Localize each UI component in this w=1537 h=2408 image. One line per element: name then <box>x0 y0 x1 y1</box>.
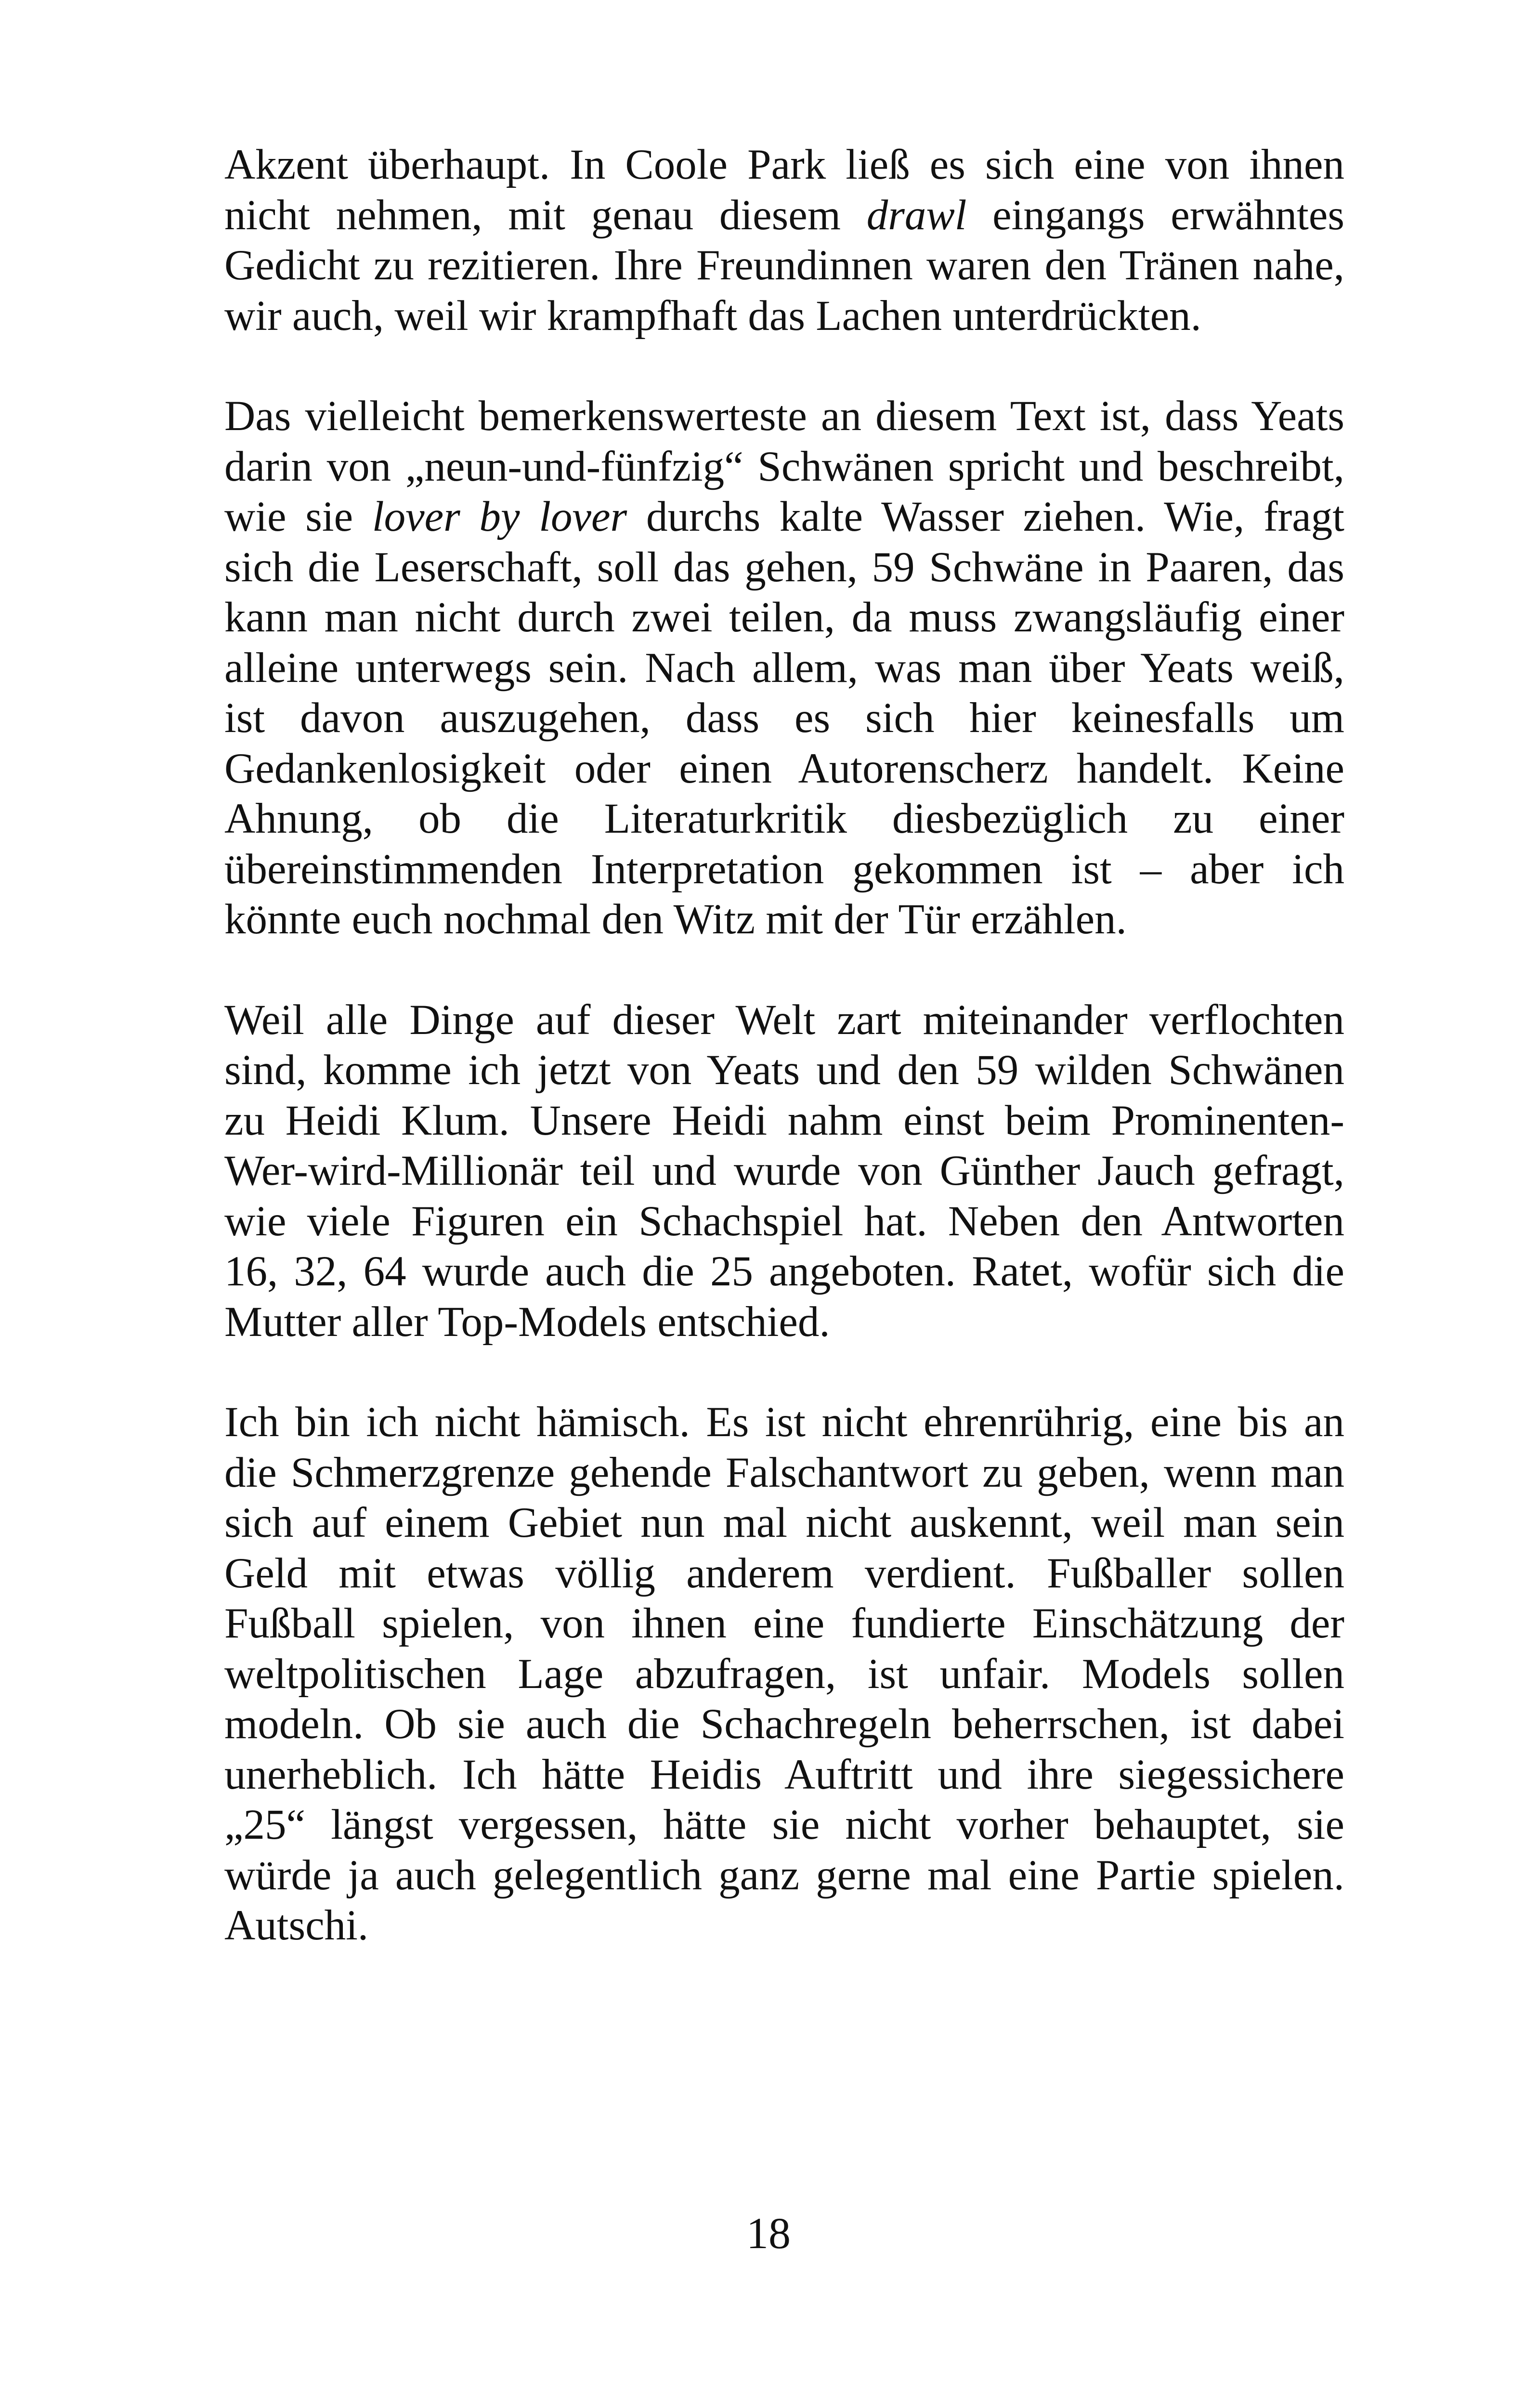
text-line <box>224 1448 1344 1498</box>
text-run: Autschi. <box>224 1902 369 1949</box>
text-line <box>224 1096 1344 1146</box>
text-run: Geld mit etwas völlig anderem verdient. Fußballer sollen <box>224 1549 1344 1597</box>
text-line <box>224 643 1344 694</box>
text-run: Das vielleicht bemerkenswerteste an diesem Text ist, dass Yeats <box>224 393 1344 440</box>
paragraph <box>224 995 1344 1348</box>
italic-run: drawl <box>866 191 967 239</box>
text-line <box>224 1900 1344 1951</box>
text-line <box>224 542 1344 593</box>
text-line <box>224 1045 1344 1096</box>
text-line <box>224 1297 1344 1348</box>
text-run: zu Heidi Klum. Unsere Heidi nahm einst beim Prominenten- <box>224 1097 1344 1144</box>
text-line <box>224 592 1344 643</box>
text-run: wie sie <box>224 493 372 540</box>
text-run: die Schmerzgrenze gehende Falschantwort zu geben, wenn man <box>224 1449 1344 1496</box>
text-run: wir auch, weil wir krampfhaft das Lachen unterdrückten. <box>224 292 1201 340</box>
text-line <box>224 794 1344 844</box>
text-run: 16, 32, 64 wurde auch die 25 angeboten. Ratet, wofür sich die <box>224 1248 1344 1295</box>
text-run: Mutter aller Top-Models entschied. <box>224 1298 830 1346</box>
text-run: Ich bin ich nicht hämisch. Es ist nicht ehrenrührig, eine bis an <box>224 1399 1344 1446</box>
text-run: kann man nicht durch zwei teilen, da muss zwangsläufig einer <box>224 594 1344 641</box>
text-line <box>224 1498 1344 1548</box>
text-run: Gedicht zu rezitieren. Ihre Freundinnen waren den Tränen nahe, <box>224 242 1344 289</box>
italic-run: lover by lover <box>372 493 627 540</box>
text-run: Wer-wird-Millionär teil und wurde von Günther Jauch gefragt, <box>224 1147 1344 1194</box>
text-run: darin von „neun-und-fünfzig“ Schwänen spricht und beschreibt, <box>224 443 1344 490</box>
text-line <box>224 291 1344 341</box>
text-line <box>224 995 1344 1046</box>
text-run: eingangs erwähntes <box>966 191 1344 239</box>
text-run: alleine unterwegs sein. Nach allem, was man über Yeats weiß, <box>224 644 1344 692</box>
text-line <box>224 1649 1344 1700</box>
text-run: weltpolitischen Lage abzufragen, ist unfair. Models sollen <box>224 1650 1344 1698</box>
text-run: modeln. Ob sie auch die Schachregeln beherrschen, ist dabei <box>224 1701 1344 1748</box>
text-run: Weil alle Dinge auf dieser Welt zart miteinander verflochten <box>224 996 1344 1044</box>
text-line <box>224 391 1344 442</box>
text-run: sind, komme ich jetzt von Yeats und den 59 wilden Schwänen <box>224 1047 1344 1094</box>
text-run: sich die Leserschaft, soll das gehen, 59 Schwäne in Paaren, das <box>224 543 1344 591</box>
text-run: Fußball spielen, von ihnen eine fundierte Einschätzung der <box>224 1600 1344 1647</box>
text-run: übereinstimmenden Interpretation gekommen ist – aber ich <box>224 845 1344 893</box>
text-run: Akzent überhaupt. In Coole Park ließ es sich eine von ihnen <box>224 141 1344 188</box>
text-line <box>224 693 1344 744</box>
text-run: könnte euch nochmal den Witz mit der Tür erzählen. <box>224 896 1127 943</box>
text-line <box>224 140 1344 190</box>
text-line <box>224 240 1344 291</box>
text-run: durchs kalte Wasser ziehen. Wie, fragt <box>627 493 1344 540</box>
text-line <box>224 1397 1344 1448</box>
text-line <box>224 844 1344 895</box>
text-line <box>224 1699 1344 1750</box>
text-line <box>224 1750 1344 1800</box>
text-line <box>224 442 1344 492</box>
paragraph <box>224 140 1344 341</box>
text-run: Gedankenlosigkeit oder einen Autorenscherz handelt. Keine <box>224 745 1344 792</box>
text-run: wie viele Figuren ein Schachspiel hat. Neben den Antworten <box>224 1197 1344 1245</box>
text-run: nicht nehmen, mit genau diesem <box>224 191 867 239</box>
text-line <box>224 1800 1344 1850</box>
text-run: unerheblich. Ich hätte Heidis Auftritt und ihre siegessichere <box>224 1751 1344 1798</box>
text-line <box>224 1196 1344 1247</box>
text-run: „25“ längst vergessen, hätte sie nicht vorher behauptet, sie <box>224 1801 1344 1848</box>
text-line <box>224 1146 1344 1196</box>
text-line <box>224 744 1344 794</box>
text-line <box>224 1850 1344 1901</box>
text-line <box>224 894 1344 945</box>
paragraph <box>224 391 1344 945</box>
text-line <box>224 1246 1344 1297</box>
text-run: Ahnung, ob die Literaturkritik diesbezüglich zu einer <box>224 795 1344 842</box>
text-run: würde ja auch gelegentlich ganz gerne mal eine Partie spielen. <box>224 1851 1344 1899</box>
text-line <box>224 492 1344 542</box>
body-text <box>224 140 1344 1951</box>
text-line <box>224 1598 1344 1649</box>
page-number: 18 <box>746 2209 791 2258</box>
text-run: ist davon auszugehen, dass es sich hier keinesfalls um <box>224 694 1344 742</box>
paragraph <box>224 1397 1344 1951</box>
text-line <box>224 190 1344 241</box>
text-line <box>224 1548 1344 1599</box>
text-run: sich auf einem Gebiet nun mal nicht auskennt, weil man sein <box>224 1499 1344 1546</box>
